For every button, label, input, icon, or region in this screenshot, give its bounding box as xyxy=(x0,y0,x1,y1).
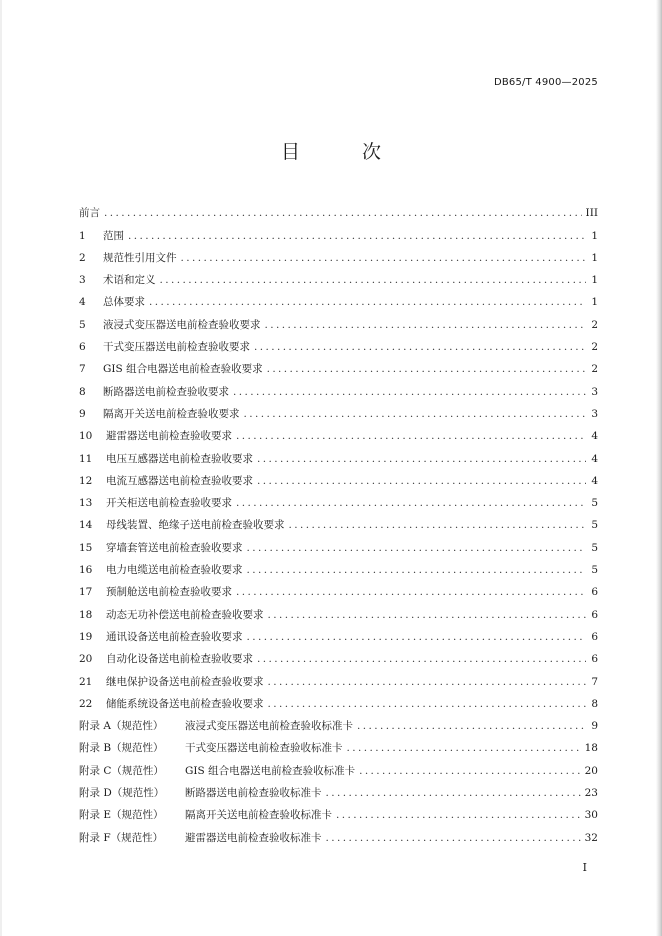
toc-leader-dots xyxy=(247,541,587,555)
toc-entry-number: 2 xyxy=(79,251,86,264)
toc-annex-entry[interactable] xyxy=(79,822,598,844)
toc-entry-page: 2 xyxy=(591,341,598,354)
toc-entry[interactable] xyxy=(79,220,598,242)
toc-entry-label: 电流互感器送电前检查验收要求 xyxy=(106,474,253,487)
toc-entry-number: 22 xyxy=(79,697,93,710)
toc-leader-dots xyxy=(254,340,586,354)
toc-entry-number: 9 xyxy=(79,407,86,420)
toc-leader-dots xyxy=(236,585,586,599)
toc-entry-label: 电力电缆送电前检查验收要求 xyxy=(106,564,243,577)
toc-leader-dots xyxy=(267,362,586,376)
toc-leader-dots xyxy=(233,385,586,399)
toc-entry-page: 7 xyxy=(591,675,598,688)
toc-leader-dots xyxy=(236,496,586,510)
toc-entry-page: 5 xyxy=(591,497,598,510)
toc-leader-dots xyxy=(326,786,581,800)
toc-entry-number: 4 xyxy=(79,296,86,309)
toc-entry-number: 12 xyxy=(79,474,93,487)
toc-entry-label: 开关柜送电前检查验收要求 xyxy=(106,497,232,510)
toc-annex-prefix: 附录 B（规范性） xyxy=(79,742,164,755)
toc-annex-label: 避雷器送电前检查验收标准卡 xyxy=(185,831,322,844)
toc-entry-number: 19 xyxy=(79,630,93,643)
toc-leader-dots xyxy=(236,429,586,443)
toc-entry-page: 4 xyxy=(591,474,598,487)
toc-entry-number: 15 xyxy=(79,541,93,554)
toc-entry-page: 6 xyxy=(591,586,598,599)
toc-entry[interactable] xyxy=(79,488,598,510)
toc-entry-page: 5 xyxy=(591,564,598,577)
toc-annex-entry[interactable] xyxy=(79,778,598,800)
toc-entry-number: 16 xyxy=(79,564,93,577)
toc-entry-label: 避雷器送电前检查验收要求 xyxy=(106,430,232,443)
toc-entry-number: 18 xyxy=(79,608,93,621)
toc-annex-prefix: 附录 C（规范性） xyxy=(79,764,164,777)
toc-annex-entry[interactable] xyxy=(79,711,598,733)
toc-leader-dots xyxy=(268,675,587,689)
toc-entry-label: 液浸式变压器送电前检查验收要求 xyxy=(103,318,261,331)
toc-entry-number: 13 xyxy=(79,497,93,510)
toc-entry-label: 范围 xyxy=(103,229,124,242)
toc-entry[interactable] xyxy=(79,666,598,688)
toc-annex-label: 隔离开关送电前检查验收标准卡 xyxy=(185,809,332,822)
toc-entry[interactable] xyxy=(79,354,598,376)
toc-leader-dots xyxy=(268,608,587,622)
toc-entry-page: 4 xyxy=(591,452,598,465)
toc-entry-label: 母线装置、绝缘子送电前检查验收要求 xyxy=(106,519,285,532)
toc-entry[interactable] xyxy=(79,376,598,398)
toc-entry[interactable] xyxy=(79,510,598,532)
toc-annex-entry[interactable] xyxy=(79,733,598,755)
toc-annex-label: 液浸式变压器送电前检查验收标准卡 xyxy=(185,720,353,733)
toc-entry-label: 电压互感器送电前检查验收要求 xyxy=(106,452,253,465)
toc-leader-dots xyxy=(104,206,582,220)
toc-leader-dots xyxy=(268,697,587,711)
toc-leader-dots xyxy=(336,808,581,822)
toc-leader-dots xyxy=(289,518,587,532)
toc-annex-entry[interactable] xyxy=(79,800,598,822)
toc-entry-number: 1 xyxy=(79,229,86,242)
toc-entry-page: 1 xyxy=(591,296,598,309)
toc-annex-page: 23 xyxy=(584,787,598,800)
toc-entry[interactable] xyxy=(79,532,598,554)
toc-entry-page: 4 xyxy=(591,430,598,443)
toc-entry-number: 5 xyxy=(79,318,86,331)
toc-entry-number: 20 xyxy=(79,653,93,666)
toc-entry[interactable] xyxy=(79,599,598,621)
toc-leader-dots xyxy=(247,630,587,644)
toc-annex-prefix: 附录 E（规范性） xyxy=(79,809,164,822)
toc-entry-number: 7 xyxy=(79,363,86,376)
toc-leader-dots xyxy=(257,452,586,466)
toc-entry-page: 3 xyxy=(591,385,598,398)
toc-entry-label: 自动化设备送电前检查验收要求 xyxy=(106,653,253,666)
toc-leader-dots xyxy=(128,229,586,243)
toc-entry[interactable] xyxy=(79,243,598,265)
toc-entry-number: 17 xyxy=(79,586,93,599)
toc-entry[interactable] xyxy=(79,332,598,354)
toc-annex-prefix: 附录 A（规范性） xyxy=(79,720,164,733)
page-number: I xyxy=(582,861,587,874)
toc-entry-number: 10 xyxy=(79,430,93,443)
toc-entry-label: 储能系统设备送电前检查验收要求 xyxy=(106,697,264,710)
toc-annex-prefix: 附录 D（规范性） xyxy=(79,787,165,800)
toc-entry[interactable] xyxy=(79,287,598,309)
toc-entry[interactable] xyxy=(79,265,598,287)
toc-annex-label: GIS 组合电器送电前检查验收标准卡 xyxy=(185,764,356,777)
toc-entry-label: 动态无功补偿送电前检查验收要求 xyxy=(106,608,264,621)
toc-leader-dots xyxy=(160,273,587,287)
toc-entry-label: 术语和定义 xyxy=(103,274,156,287)
toc-entry[interactable] xyxy=(79,466,598,488)
toc-entry-label: 断路器送电前检查验收要求 xyxy=(103,385,229,398)
toc-entry-number: 6 xyxy=(79,341,86,354)
toc-entry-page: 2 xyxy=(591,363,598,376)
toc-entry-label: 穿墙套管送电前检查验收要求 xyxy=(106,541,243,554)
toc-entry-label: GIS 组合电器送电前检查验收要求 xyxy=(103,363,263,376)
toc-leader-dots xyxy=(257,474,586,488)
toc-leader-dots xyxy=(359,764,581,778)
toc-entry-label: 继电保护设备送电前检查验收要求 xyxy=(106,675,264,688)
toc-entry-number: 14 xyxy=(79,519,93,532)
toc-entry-page: 6 xyxy=(591,653,598,666)
standard-code: DB65/T 4900—2025 xyxy=(493,77,598,88)
toc-annex-page: 18 xyxy=(584,742,598,755)
toc-entry[interactable] xyxy=(79,689,598,711)
toc-entry-number: 3 xyxy=(79,274,86,287)
toc-entry-page: 6 xyxy=(591,608,598,621)
toc-entry-page: 2 xyxy=(591,318,598,331)
toc-leader-dots xyxy=(357,719,586,733)
toc-annex-label: 断路器送电前检查验收标准卡 xyxy=(185,787,322,800)
toc-entry[interactable] xyxy=(79,443,598,465)
toc-entry[interactable] xyxy=(79,644,598,666)
toc-annex-page: 9 xyxy=(591,720,598,733)
toc-leader-dots xyxy=(181,251,587,265)
toc-entry-number: 11 xyxy=(79,452,93,465)
toc-entry-page: 1 xyxy=(591,251,598,264)
toc-entry-label: 前言 xyxy=(79,207,100,220)
toc-annex-prefix: 附录 F（规范性） xyxy=(79,831,164,844)
toc-entry-label: 隔离开关送电前检查验收要求 xyxy=(103,407,240,420)
toc-annex-page: 30 xyxy=(584,809,598,822)
toc-entry-label: 通讯设备送电前检查验收要求 xyxy=(106,630,243,643)
toc-entry-number: 8 xyxy=(79,385,86,398)
toc-entry[interactable] xyxy=(79,198,598,220)
toc-entry[interactable] xyxy=(79,555,598,577)
toc-leader-dots xyxy=(326,831,581,845)
toc-leader-dots xyxy=(265,318,587,332)
toc-entry[interactable] xyxy=(79,421,598,443)
toc-entry-label: 总体要求 xyxy=(103,296,145,309)
toc-entry-page: 8 xyxy=(591,697,598,710)
toc-entry-page: 1 xyxy=(591,229,598,242)
toc-entry[interactable] xyxy=(79,399,598,421)
toc-entry-page: 6 xyxy=(591,630,598,643)
toc-leader-dots xyxy=(149,295,586,309)
toc-leader-dots xyxy=(244,407,587,421)
toc-entry-label: 预制舱送电前检查验收要求 xyxy=(106,586,232,599)
toc-entry[interactable] xyxy=(79,309,598,331)
toc-leader-dots xyxy=(347,741,581,755)
toc-annex-page: 20 xyxy=(584,764,598,777)
toc-entry-page: 5 xyxy=(591,519,598,532)
page-title: 目 次 xyxy=(280,141,410,163)
toc-annex-page: 32 xyxy=(584,831,598,844)
toc-entry[interactable] xyxy=(79,577,598,599)
toc-entry-label: 干式变压器送电前检查验收要求 xyxy=(103,341,250,354)
toc-entry-page: 1 xyxy=(591,274,598,287)
toc-entry-label: 规范性引用文件 xyxy=(103,251,177,264)
table-of-contents xyxy=(79,198,598,845)
toc-leader-dots xyxy=(257,652,586,666)
toc-annex-entry[interactable] xyxy=(79,755,598,777)
toc-entry-number: 21 xyxy=(79,675,93,688)
toc-entry-page: III xyxy=(585,207,598,220)
toc-entry-page: 3 xyxy=(591,407,598,420)
toc-annex-label: 干式变压器送电前检查验收标准卡 xyxy=(185,742,343,755)
toc-leader-dots xyxy=(247,563,587,577)
toc-entry[interactable] xyxy=(79,622,598,644)
toc-entry-page: 5 xyxy=(591,541,598,554)
